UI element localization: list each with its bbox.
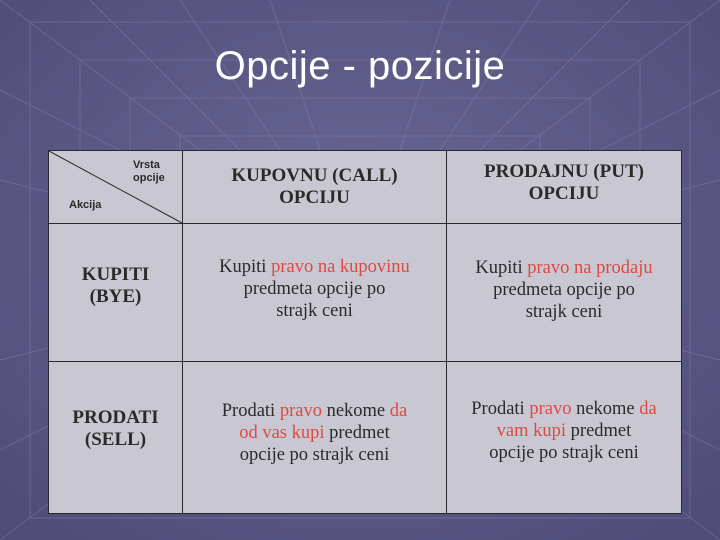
cell-highlight-text: pravo na prodaju bbox=[527, 258, 653, 278]
row-header-line: (BYE) bbox=[89, 285, 142, 307]
cell-sell-put bbox=[447, 362, 681, 514]
cell-highlight-text: pravo na kupovinu bbox=[271, 257, 410, 277]
cell-highlight-text: da bbox=[389, 401, 408, 421]
row-header-line: (SELL) bbox=[84, 429, 147, 450]
header-line: OPCIJU bbox=[279, 187, 350, 208]
cell-buy-call bbox=[183, 224, 446, 361]
header-line: KUPOVNU (CALL) bbox=[231, 165, 398, 186]
cell-buy-put bbox=[447, 224, 681, 361]
row-header-sell bbox=[49, 362, 182, 514]
header-put-option bbox=[447, 151, 681, 223]
corner-label-line: opcije bbox=[133, 172, 165, 184]
cell-highlight-text: pravo bbox=[279, 401, 322, 421]
cell-text: predmet bbox=[324, 423, 390, 443]
cell-highlight-text: od vas kupi bbox=[239, 423, 325, 443]
cell-text: opcije po strajk ceni bbox=[489, 443, 639, 463]
cell-text: Prodati bbox=[221, 401, 280, 421]
cell-text: strajk ceni bbox=[276, 301, 353, 321]
corner-label-line: Vrsta bbox=[133, 159, 160, 171]
corner-column-label bbox=[133, 159, 165, 185]
cell-text: opcije po strajk ceni bbox=[239, 445, 390, 465]
header-line: PRODAJNU (PUT) bbox=[484, 161, 644, 182]
cell-text: Kupiti bbox=[475, 258, 528, 278]
header-call-option bbox=[183, 151, 446, 223]
row-header-line: PRODATI bbox=[72, 407, 159, 428]
cell-text: nekome bbox=[571, 399, 640, 419]
slide-title: Opcije - pozicije bbox=[214, 44, 506, 88]
cell-text: nekome bbox=[321, 401, 390, 421]
row-header-line: KUPITI bbox=[81, 263, 150, 285]
header-line: OPCIJU bbox=[528, 183, 600, 204]
row-header-buy bbox=[49, 224, 182, 361]
cell-highlight-text: pravo bbox=[529, 399, 572, 419]
cell-sell-call bbox=[183, 362, 446, 514]
cell-text: predmet bbox=[566, 421, 632, 441]
options-positions-table bbox=[48, 150, 682, 514]
cell-text: Kupiti bbox=[219, 257, 272, 277]
cell-text: Prodati bbox=[471, 399, 530, 419]
corner-row-label: Akcija bbox=[69, 199, 102, 211]
cell-text: predmeta opcije po bbox=[243, 279, 386, 299]
cell-highlight-text: da bbox=[639, 399, 657, 419]
cell-text: predmeta opcije po bbox=[493, 280, 635, 300]
cell-highlight-text: vam kupi bbox=[496, 421, 567, 441]
cell-text: strajk ceni bbox=[525, 302, 603, 322]
